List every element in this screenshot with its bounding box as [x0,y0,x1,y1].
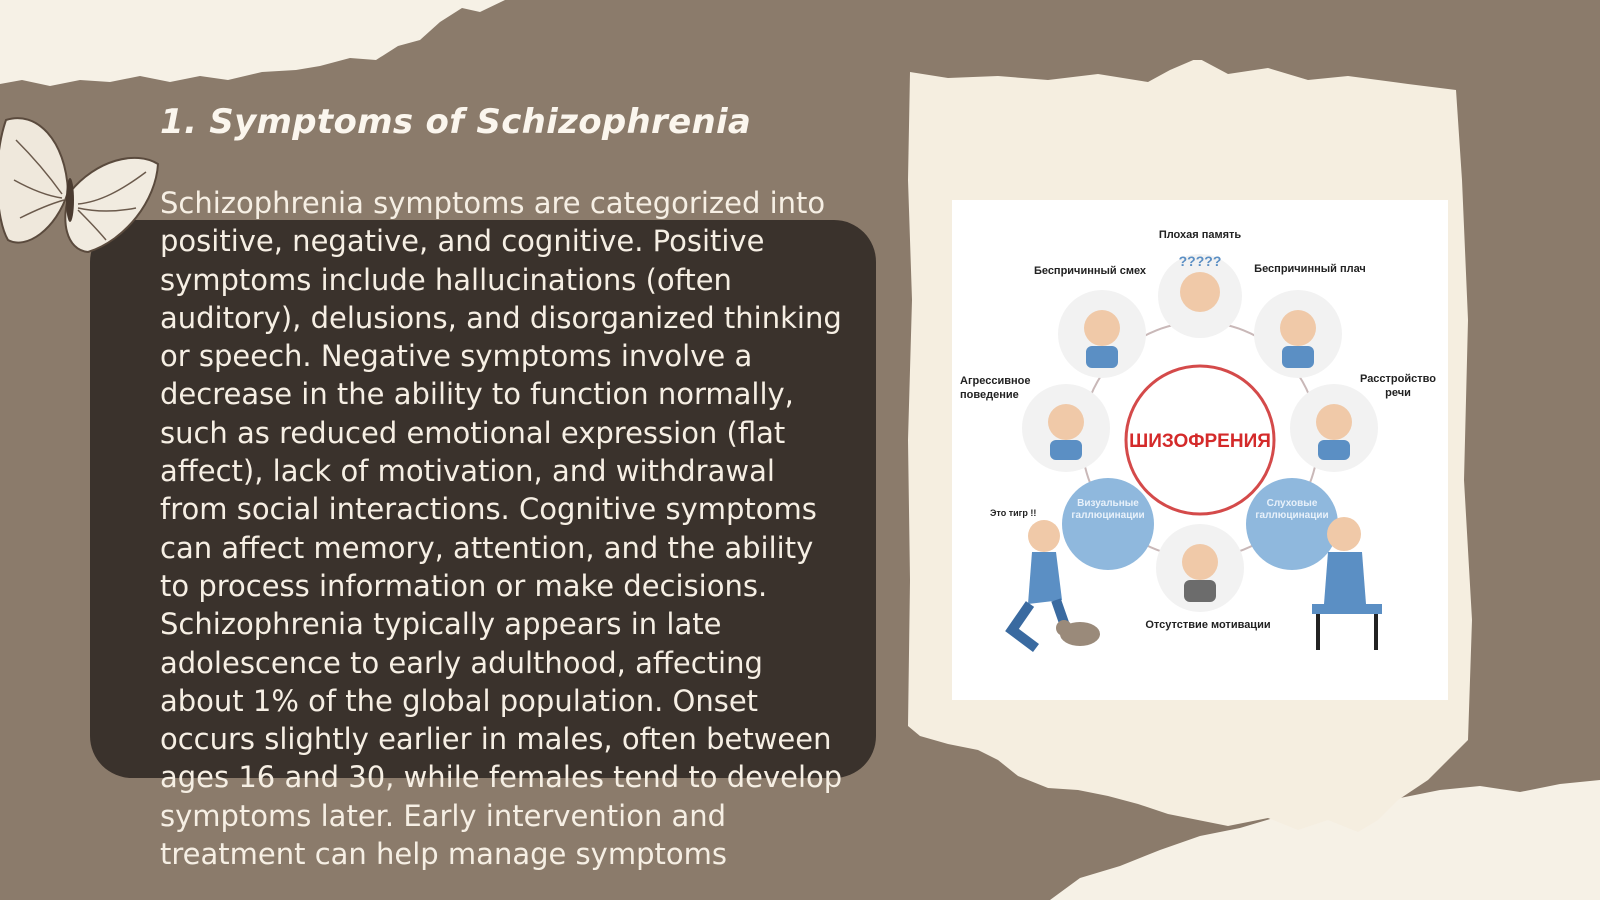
label-visual-1: Визуальные [1077,498,1139,509]
label-aggressive-2: поведение [960,389,1019,401]
label-aggressive-1: Агрессивное [960,375,1031,387]
center-label: ШИЗОФРЕНИЯ [1129,431,1271,452]
label-question-marks: ????? [1178,253,1222,269]
label-motivation: Отсутствие мотивации [1145,619,1271,631]
label-tiger: Это тигр !! [990,508,1037,518]
label-auditory-2: галлюцинации [1255,510,1329,521]
label-speech-1: Расстройство [1360,373,1436,385]
slide-title: 1. Symptoms of Schizophrenia [160,102,752,142]
infographic-diagram [952,200,1448,700]
butterfly-icon [0,100,166,280]
slide-body-text: Schizophrenia symptoms are categorized into positive, negative, and cognitive. Positive symptoms include hallucinations (often auditory), delusions, and disorganized thinking or speech. Negative symptoms involve a decrease in the ability to function normally, such as reduced emotional expression (flat affect), lack of motivation, and withdrawal from social interactions. Cognitive symptoms can affect memory, attention, and the ability to process information or make decisions. Schizophrenia typically appears in late adolescence to early adulthood, affecting about 1% of the global population. Onset occurs slightly earlier in males, often between ages 16 and 30, while females tend to develop symptoms later. Early intervention and treatment can help manage symptoms [160,186,843,872]
label-auditory-1: Слуховые [1266,498,1318,509]
visual-circle [1062,478,1154,570]
label-cry: Беспричинный плач [1254,263,1366,275]
schizophrenia-infographic [952,200,1448,700]
label-speech-2: речи [1385,387,1411,399]
label-laugh: Беспричинный смех [1033,265,1147,277]
label-visual-2: галлюцинации [1071,510,1145,521]
auditory-circle [1246,478,1338,570]
top-left-torn-paper [0,0,505,86]
label-memory: Плохая память [1158,229,1242,241]
